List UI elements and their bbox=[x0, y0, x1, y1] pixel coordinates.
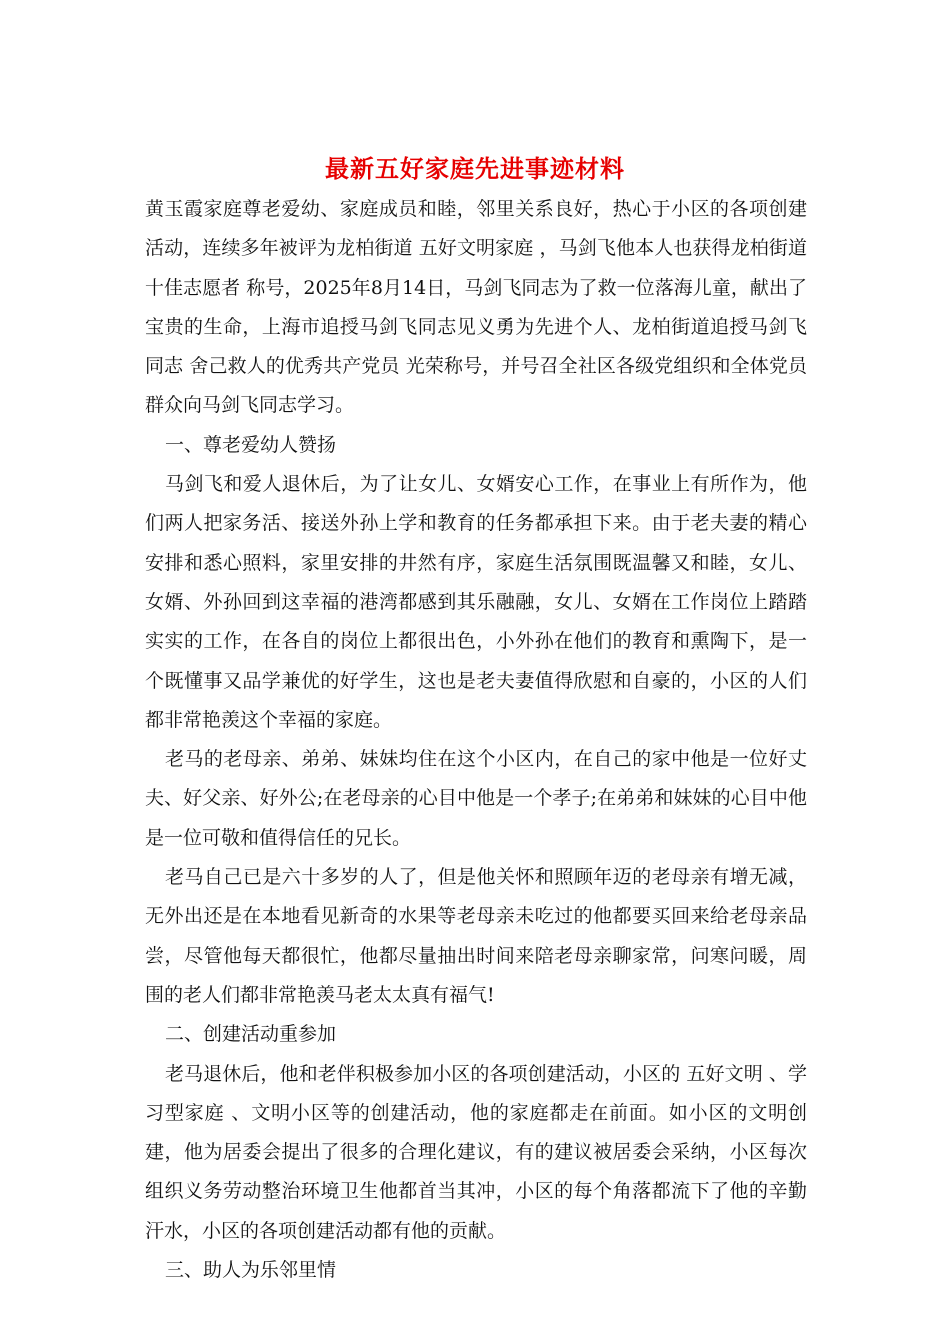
section-heading-3: 三、助人为乐邻里情 bbox=[165, 1259, 337, 1282]
body-paragraph: 老马退休后，他和老伴积极参加小区的各项创建活动，小区的 五好文明 、学习型家庭 、文明小区等的创建活动，他的家庭都走在前面。如小区的文明创建，他为居委会提出了很多的合理化建议，有的建议被居委会采纳，小区每次组织义务劳动整治环境卫生他都首当其冲，小区的每个角落都流下了他的辛勤汗水，小区的各项创建活动都有他的贡献。 bbox=[145, 1062, 807, 1242]
body-paragraph: 老马的老母亲、弟弟、妹妹均住在这个小区内，在自己的家中他是一位好丈夫、好父亲、好外公;在老母亲的心目中他是一个孝子;在弟弟和妹妹的心目中他是一位可敬和值得信任的兄长。 bbox=[145, 748, 807, 849]
document-body bbox=[145, 190, 807, 1290]
body-paragraph: 老马自己已是六十多岁的人了，但是他关怀和照顾年迈的老母亲有增无减，无外出还是在本地看见新奇的水果等老母亲未吃过的他都要买回来给老母亲品尝，尽管他每天都很忙，他都尽量抽出时间来陪老母亲聊家常，问寒问暖，周围的老人们都非常艳羡马老太太真有福气! bbox=[145, 866, 807, 1006]
body-paragraph: 马剑飞和爱人退休后，为了让女儿、女婿安心工作，在事业上有所作为，他们两人把家务活、接送外孙上学和教育的任务都承担下来。由于老夫妻的精心安排和悉心照料，家里安排的井然有序，家庭生活氛围既温馨又和睦，女儿、女婿、外孙回到这幸福的港湾都感到其乐融融，女儿、女婿在工作岗位上踏踏实实的工作，在各自的岗位上都很出色，小外孙在他们的教育和熏陶下，是一个既懂事又品学兼优的好学生，这也是老夫妻值得欣慰和自豪的，小区的人们都非常艳羡这个幸福的家庭。 bbox=[145, 473, 807, 731]
section-heading-2: 二、创建活动重参加 bbox=[165, 1023, 337, 1046]
section-heading-1: 一、尊老爱幼人赞扬 bbox=[165, 433, 337, 456]
document-title: 最新五好家庭先进事迹材料 bbox=[325, 154, 625, 183]
intro-paragraph: 黄玉霞家庭尊老爱幼、家庭成员和睦，邻里关系良好，热心于小区的各项创建活动，连续多年被评为龙柏街道 五好文明家庭 ，马剑飞他本人也获得龙柏街道 十佳志愿者 称号，2025年8月14日，马剑飞同志为了救一位落海儿童，献出了宝贵的生命，上海市追授马剑飞同志见义勇为先进个人、龙柏街道追授马剑飞同志 舍己救人的优秀共产党员 光荣称号，并号召全社区各级党组织和全体党员群众向马剑飞同志学习。 bbox=[145, 198, 807, 417]
